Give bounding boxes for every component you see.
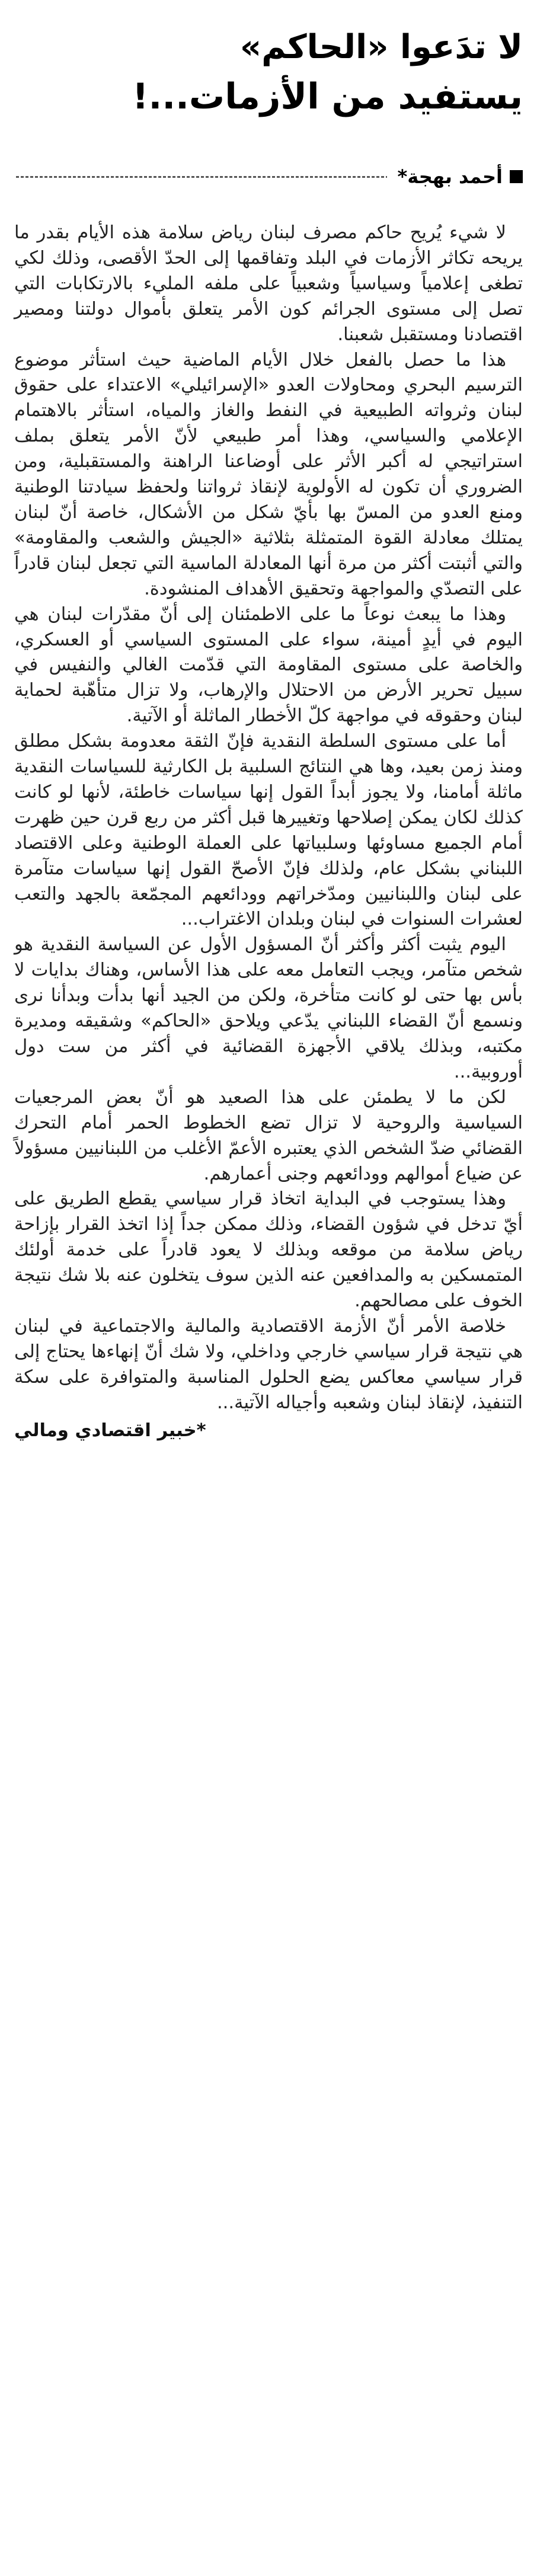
paragraph: لكن ما لا يطمئن على هذا الصعيد هو أنّ بعض المرجعيات السياسية والروحية لا تزال تضع الخطوط الحمر أمام التحرك القضائي ضدّ الشخص الذي يعتبره الأعمّ الأغلب من اللبنانيين مسؤولاً عن ضياع أموالهم وودائعهم وجنى أعمارهم. (14, 1086, 523, 1184)
byline-author: أحمد بهجة* (397, 165, 503, 188)
paragraph: لا شيء يُريح حاكم مصرف لبنان رياض سلامة هذه الأيام بقدر ما يريحه تكاثر الأزمات في البلد وتفاقمها إلى الحدّ الأقصى، وذلك لكي تطغى إعلامياً وسياسياً وشعبياً على ملفه المليء بالارتكابات التي تصل إلى مستوى الجرائم كون الأمر يتعلق بأموال دولتنا ومصير اقتصادنا ومستقبل شعبنا. (14, 222, 523, 345)
author-credentials: *خبير اقتصادي ومالي (14, 1420, 206, 1441)
article-body (14, 220, 523, 1416)
paragraph: أما على مستوى السلطة النقدية فإنّ الثقة معدومة بشكل مطلق ومنذ زمن بعيد، وها هي النتائج السلبية بل الكارثية للسياسات النقدية ماثلة أمامنا، ولا يجوز أبداً القول إنها سياسات خاطئة، لأنها لو كانت كذلك لكان يمكن إصلاحها وتغييرها قبل أكثر من ربع قرن حين ظهرت أمام الجميع مساوئها وسلبياتها على العملة الوطنية وعلى الاقتصاد اللبناني بشكل عام، ولذلك فإنّ الأصحّ القول إنها سياسات متآمرة على لبنان واللبنانيين ومدّخراتهم وودائعهم المجمّعة بالجهد والتعب لعشرات السنوات في لبنان وبلدان الاغتراب... (14, 731, 523, 930)
byline (14, 164, 523, 190)
article-headline (14, 24, 523, 122)
headline-line-1: لا تدَعوا «الحاكم» (239, 28, 523, 66)
paragraph: خلاصة الأمر أنّ الأزمة الاقتصادية والمالية والاجتماعية في لبنان هي نتيجة قرار سياسي خارجي وداخلي، ولا شك أنّ إنهاءها يحتاج إلى قرار سياسي معاكس يضع الحلول المناسبة والمتوافرة على سكة التنفيذ، لإنقاذ لبنان وشعبه وأجياله الآتية... (14, 1315, 523, 1413)
headline-line-2: يستفيد من الأزمات...! (132, 76, 523, 117)
paragraph: هذا ما حصل بالفعل خلال الأيام الماضية حيث استأثر موضوع الترسيم البحري ومحاولات العدو «الإسرائيلي» الاعتداء على حقوق لبنان وثرواته الطبيعية في النفط والغاز والمياه، استأثر بالاهتمام الإعلامي والسياسي، وهذا أمر طبيعي لأنّ الأمر يتعلق بملف استراتيجي له أكبر الأثر على أوضاعنا الراهنة والمستقبلية، ومن الضروري أن تكون له الأولوية لإنقاذ ثرواتنا ولحفظ سيادتنا الوطنية ومنع العدو من المسّ بها بأيّ شكل من الأشكال، خاصة أنّ لبنان يمتلك معادلة القوة المتمثلة بثلاثية «الجيش والشعب والمقاومة» والتي أثبتت أكثر من مرة أنها المعادلة الماسية التي تجعل لبنان قادراً على التصدّي والمواجهة وتحقيق الأهداف المنشودة. (14, 349, 523, 599)
paragraph: وهذا يستوجب في البداية اتخاذ قرار سياسي يقطع الطريق على أيّ تدخل في شؤون القضاء، وذلك ممكن جداً إذا اتخذ القرار بإزاحة رياض سلامة من موقعه وبذلك لا يعود قادراً على خدمة أولئك المتمسكين به والمدافعين عنه الذين سوف يتخلون عنه بلا شك نتيجة الخوف على مصالحهم. (14, 1188, 523, 1312)
paragraph: وهذا ما يبعث نوعاً ما على الاطمئنان إلى أنّ مقدّرات لبنان هي اليوم في أيدٍ أمينة، سواء على المستوى السياسي أو العسكري، والخاصة على مستوى المقاومة التي قدّمت الغالي والنفيس في سبيل تحرير الأرض من الاحتلال والإرهاب، ولا تزال متأهّبة لحماية لبنان وحقوقه في مواجهة كلّ الأخطار الماثلة أو الآتية. (14, 603, 523, 727)
byline-divider (14, 176, 387, 178)
paragraph: اليوم يثبت أكثر وأكثر أنّ المسؤول الأول عن السياسة النقدية هو شخص متآمر، ويجب التعامل معه على هذا الأساس، وهناك بدايات لا بأس بها حتى لو كانت متأخرة، ولكن من الجيد أنها بدأت وبدأنا نرى ونسمع أنّ القضاء اللبناني يدّعي ويلاحق «الحاكم» وشقيقه ومديرة مكتبه، وبذلك يلاقي الأجهزة القضائية في أكثر من ست دول أوروبية... (14, 934, 523, 1082)
byline-square-icon (510, 170, 523, 183)
